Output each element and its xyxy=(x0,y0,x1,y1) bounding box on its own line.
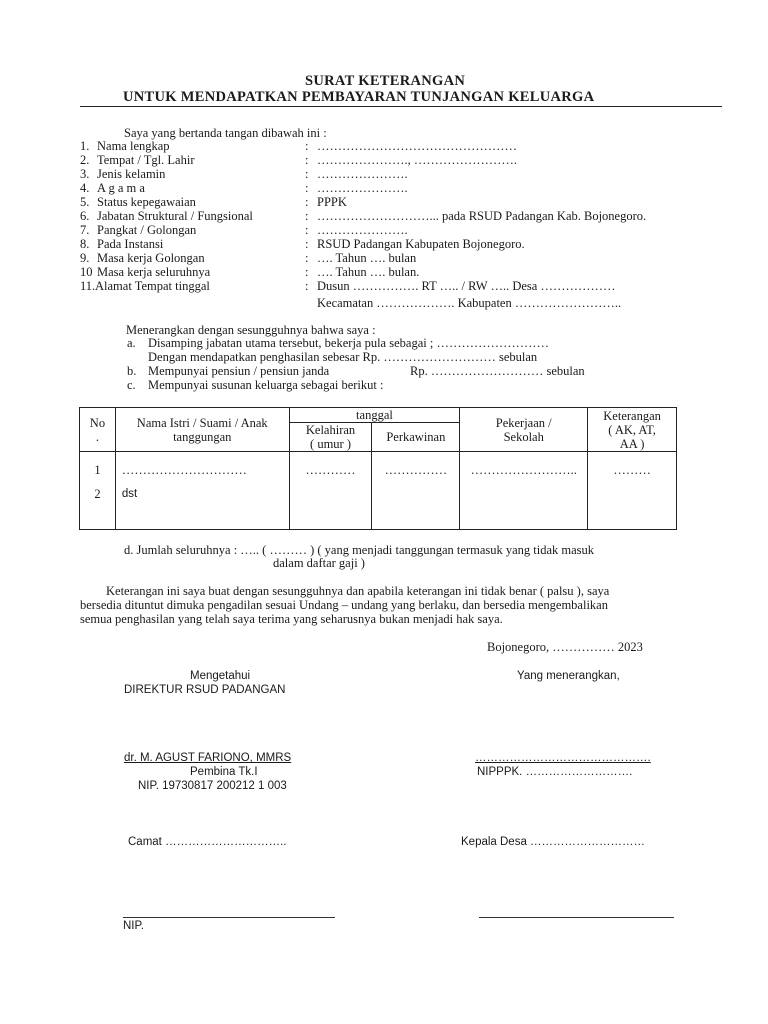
header-nama: Nama Istri / Suami / Anak tanggungan xyxy=(115,408,289,452)
intro-text: Saya yang bertanda tangan dibawah ini : xyxy=(124,126,327,140)
title-rule xyxy=(80,106,722,107)
cell-perkawinan: …………… xyxy=(372,452,460,530)
header-tanggal: tanggal xyxy=(289,408,460,423)
field-number: 4. xyxy=(80,181,90,195)
field-number: 5. xyxy=(80,195,90,209)
field-row xyxy=(80,209,730,223)
field-value: …………………. xyxy=(317,181,408,195)
nipppk-label: NIPPPK. ………………………. xyxy=(477,766,633,778)
item-b-mark: b. xyxy=(127,364,137,378)
field-row xyxy=(80,223,730,237)
camat-label: Camat ………………………….. xyxy=(128,836,287,848)
field-label: Jabatan Struktural / Fungsional xyxy=(97,209,253,223)
field-number: 10 xyxy=(80,265,93,279)
field-row xyxy=(80,195,730,209)
field-number: 2. xyxy=(80,153,90,167)
camat-signature-line xyxy=(123,917,335,918)
field-value: …………………. xyxy=(317,167,408,181)
item-a-line2: Dengan mendapatkan penghasilan sebesar Rp. ……………………… sebulan xyxy=(148,350,538,364)
field-value: …. Tahun …. bulan. xyxy=(317,265,420,279)
field-colon: : xyxy=(305,251,309,265)
table-row xyxy=(80,452,677,530)
field-label: Tempat / Tgl. Lahir xyxy=(97,153,195,167)
header-no: No . xyxy=(80,408,116,452)
field-label: Masa kerja Golongan xyxy=(97,251,205,265)
item-c-text: Mempunyai susunan keluarga sebagai berikut : xyxy=(148,378,384,392)
field-label: Alamat Tempat tinggal xyxy=(95,279,210,293)
field-value: RSUD Padangan Kabupaten Bojonegoro. xyxy=(317,237,525,251)
item-a-line1: Disamping jabatan utama tersebut, bekerja pula sebagai ; ……………………… xyxy=(148,336,549,350)
item-d-line1: d. Jumlah seluruhnya : ….. ( ……… ) ( yang menjadi tanggungan termasuk yang tidak masuk xyxy=(124,543,595,557)
cell-pekerjaan: …………………….. xyxy=(460,452,588,530)
field-label: Nama lengkap xyxy=(97,139,170,153)
director-nip: NIP. 19730817 200212 1 003 xyxy=(138,780,287,792)
field-label: Status kepegawaian xyxy=(97,195,196,209)
cell-keterangan: ……… xyxy=(588,452,677,530)
header-perkawinan: Perkawinan xyxy=(372,423,460,452)
director-name: dr. M. AGUST FARIONO, MMRS xyxy=(124,752,292,764)
statement-line3: semua penghasilan yang telah saya terima yang seharusnya bukan menjadi hak saya. xyxy=(80,612,503,626)
field-colon: : xyxy=(305,237,309,251)
field-label: A g a m a xyxy=(97,181,145,195)
family-table xyxy=(79,407,677,530)
cell-nama: ………………………… dst xyxy=(115,452,289,530)
field-colon: : xyxy=(305,265,309,279)
field-row xyxy=(80,279,730,293)
item-d-line2: dalam daftar gaji ) xyxy=(273,556,365,570)
director-rank: Pembina Tk.I xyxy=(190,766,258,778)
field-value: Dusun ……………. RT ….. / RW ….. Desa ……………… xyxy=(317,279,616,293)
field-number: 8. xyxy=(80,237,90,251)
place-date: Bojonegoro, …………… 2023 xyxy=(487,640,643,654)
signer-name-blank: ………………………………………. xyxy=(475,752,651,764)
header-kelahiran: Kelahiran ( umur ) xyxy=(289,423,372,452)
kepala-desa-signature-line xyxy=(479,917,674,918)
field-number: 7. xyxy=(80,223,90,237)
statement-line1: Keterangan ini saya buat dengan sesungguhnya dan apabila keterangan ini tidak benar ( palsu ), saya xyxy=(106,584,610,598)
field-value: ………………………………………… xyxy=(317,139,517,153)
field-colon: : xyxy=(305,153,309,167)
item-b-rp: Rp. ……………………… sebulan xyxy=(410,364,585,378)
field-colon: : xyxy=(305,167,309,181)
cell-no: 1 2 xyxy=(80,452,116,530)
field-value: …………………., ……………………. xyxy=(317,153,517,167)
field-colon: : xyxy=(305,209,309,223)
field-row xyxy=(80,139,730,153)
nip-bottom-label: NIP. xyxy=(123,920,144,932)
address-line2: Kecamatan ………………. Kabupaten …………………….. xyxy=(317,296,622,310)
doc-title-line2: UNTUK MENDAPATKAN PEMBAYARAN TUNJANGAN KELUARGA xyxy=(123,89,595,105)
kepala-desa-label: Kepala Desa ………………………… xyxy=(461,836,646,848)
field-number: 6. xyxy=(80,209,90,223)
item-b-text: Mempunyai pensiun / pensiun janda xyxy=(148,364,330,378)
item-c-mark: c. xyxy=(127,378,136,392)
statement-line2: bersedia dituntut dimuka pengadilan sesuai Undang – undang yang berlaku, dan bersedia mengembalikan xyxy=(80,598,608,612)
field-row xyxy=(80,181,730,195)
field-row xyxy=(80,167,730,181)
field-colon: : xyxy=(305,223,309,237)
header-keterangan: Keterangan ( AK, AT, AA ) xyxy=(588,408,677,452)
header-pekerjaan: Pekerjaan / Sekolah xyxy=(460,408,588,452)
field-colon: : xyxy=(305,279,309,293)
yang-menerangkan-label: Yang menerangkan, xyxy=(517,670,620,682)
item-a-mark: a. xyxy=(127,336,136,350)
field-label: Pada Instansi xyxy=(97,237,164,251)
field-colon: : xyxy=(305,195,309,209)
field-colon: : xyxy=(305,181,309,195)
field-row xyxy=(80,153,730,167)
field-label: Pangkat / Golongan xyxy=(97,223,197,237)
field-row xyxy=(80,265,730,279)
field-number: 11. xyxy=(80,279,96,293)
field-value: ………………………... pada RSUD Padangan Kab. Bojonegoro. xyxy=(317,209,647,223)
field-value: PPPK xyxy=(317,195,347,209)
field-number: 3. xyxy=(80,167,90,181)
field-number: 9. xyxy=(80,251,90,265)
direktur-label: DIREKTUR RSUD PADANGAN xyxy=(124,684,286,696)
field-number: 1. xyxy=(80,139,90,153)
field-label: Jenis kelamin xyxy=(97,167,166,181)
cell-kelahiran: ………… xyxy=(289,452,372,530)
doc-title-line1: SURAT KETERANGAN xyxy=(305,73,466,89)
field-row xyxy=(80,251,730,265)
field-row xyxy=(80,237,730,251)
field-colon: : xyxy=(305,139,309,153)
field-value: …. Tahun …. bulan xyxy=(317,251,417,265)
field-value: …………………. xyxy=(317,223,408,237)
mengetahui-label: Mengetahui xyxy=(190,670,251,682)
field-label: Masa kerja seluruhnya xyxy=(97,265,211,279)
declare-text: Menerangkan dengan sesungguhnya bahwa saya : xyxy=(126,323,376,337)
